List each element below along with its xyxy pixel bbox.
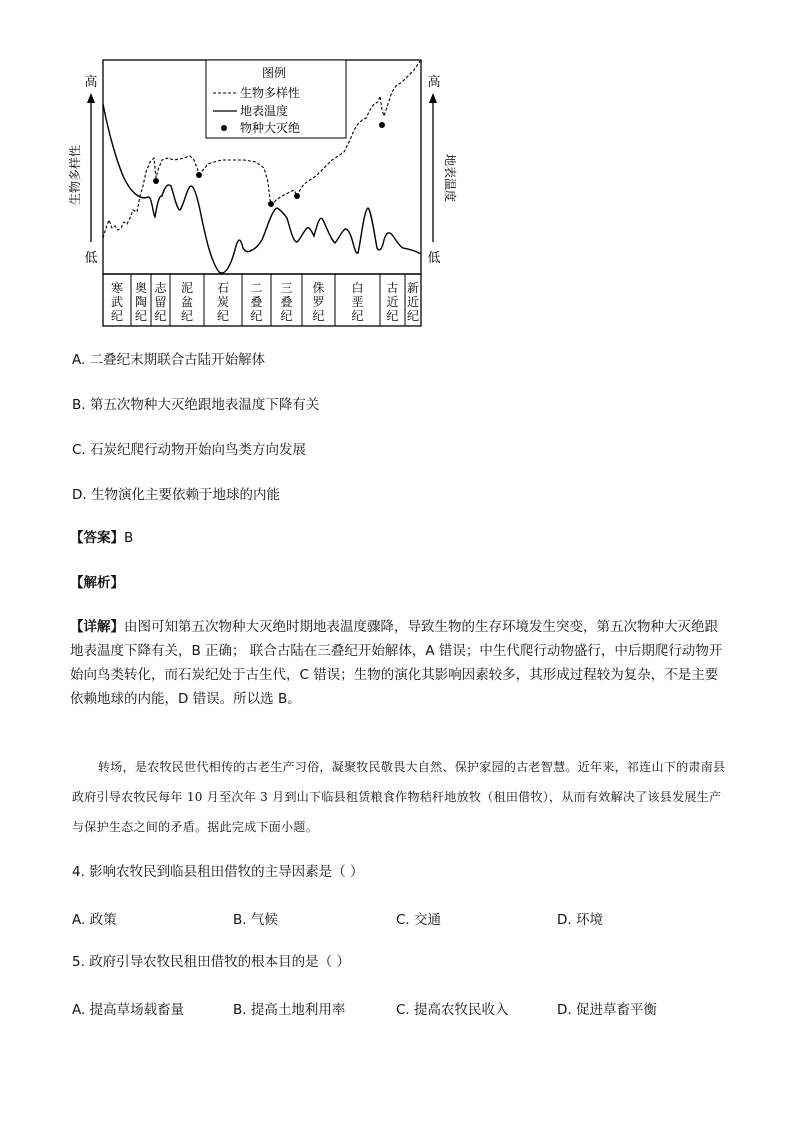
evolution-figure: [60, 52, 457, 342]
q4-option-b: B. 气候: [233, 912, 278, 928]
period-labels: [111, 280, 419, 323]
question-5-options: [0, 998, 794, 1018]
period-label: 寒武纪: [110, 281, 124, 323]
option-c: C. 石炭纪爬行动物开始向鸟类方向发展: [72, 442, 307, 458]
right-axis-arrow: [429, 93, 437, 242]
q5-option-b: B. 提高土地利用率: [233, 1002, 346, 1018]
passage-paragraph: 转场，是农牧民世代相传的古老生产习俗，凝聚牧民敬畏大自然、保护家园的古老智慧。近年来，祁连山下的肃南县政府引导农牧民每年 10 月至次年 3 月到山下临县租赁粮食作物秸秆地放牧（租田借牧），从而有效解决了该县发展生产与保护生态之间的矛盾。据此完成下面小题。: [72, 760, 726, 834]
period-label: 泥盆纪: [180, 281, 194, 323]
period-label: 奥陶纪: [134, 281, 148, 323]
right-axis-title: 地表温度: [443, 153, 457, 203]
extinction-dot-4: [294, 193, 300, 199]
legend: [206, 60, 346, 138]
answer-line: [70, 529, 133, 547]
answer-label: 【答案】: [70, 530, 124, 546]
legend-item-biodiversity: 生物多样性: [240, 86, 301, 100]
option-d: D. 生物演化主要依赖于地球的内能: [72, 487, 280, 503]
period-label: 二叠纪: [250, 281, 263, 323]
period-label: 三叠纪: [280, 281, 293, 323]
left-axis-title: 生物多样性: [68, 144, 82, 206]
detail-label: 【详解】: [70, 619, 124, 635]
period-dividers: [131, 274, 405, 326]
analysis-title: 【解析】: [70, 575, 124, 591]
legend-item-extinction: 物种大灭绝: [240, 121, 301, 135]
extinction-dot-2: [196, 172, 202, 178]
question-5-stem: 5. 政府引导农牧民租田借牧的根本目的是（ ）: [72, 954, 350, 970]
question-4-options: [0, 908, 794, 928]
q4-option-d: D. 环境: [557, 912, 603, 928]
legend-item-temperature: 地表温度: [240, 104, 289, 118]
left-low-label: 低: [84, 251, 98, 266]
q5-option-a: A. 提高草场载畜量: [72, 1002, 185, 1018]
period-label: 新近纪: [406, 281, 420, 323]
detail-text: 由图可知第五次物种大灭绝时期地表温度骤降，导致生物的生存环境发生突变，第五次物种大灭绝跟地表温度下降有关，B 正确； 联合古陆在三叠纪开始解体，A 错误；中生代爬行动物盛行，中后期爬行动物开始向鸟类转化，而石炭纪处于古生代，C 错误；生物的演化其影响因素较多，其形成过程较为复杂，不是主要依赖地球的内能，D 错误。所以选 B。: [70, 619, 723, 707]
extinction-dot-1: [153, 178, 159, 184]
left-axis-arrow: [87, 93, 95, 242]
right-high-label: 高: [427, 75, 441, 90]
q4-option-a: A. 政策: [72, 912, 117, 928]
period-label: 古近纪: [386, 281, 399, 323]
answer-value: B: [124, 530, 134, 546]
legend-title: 图例: [262, 66, 287, 80]
legend-dot-icon: [221, 125, 227, 131]
detail-paragraph: [70, 615, 730, 711]
period-label: 侏罗纪: [312, 281, 325, 323]
option-a: A. 二叠纪末期联合古陆开始解体: [72, 352, 266, 368]
q4-option-c: C. 交通: [396, 912, 442, 928]
question-4-stem: 4. 影响农牧民到临县租田借牧的主导因素是（ ）: [72, 864, 364, 880]
q5-option-d: D. 促进草畜平衡: [557, 1002, 657, 1018]
extinction-dot-5: [379, 122, 385, 128]
period-label: 石炭纪: [216, 281, 230, 323]
period-label: 志留纪: [154, 281, 167, 323]
extinction-dot-3: [268, 201, 274, 207]
q5-option-c: C. 提高农牧民收入: [396, 1002, 509, 1018]
left-high-label: 高: [84, 75, 98, 90]
right-low-label: 低: [427, 251, 441, 266]
option-b: B. 第五次物种大灭绝跟地表温度下降有关: [72, 397, 320, 413]
period-label: 白垩纪: [351, 281, 364, 323]
